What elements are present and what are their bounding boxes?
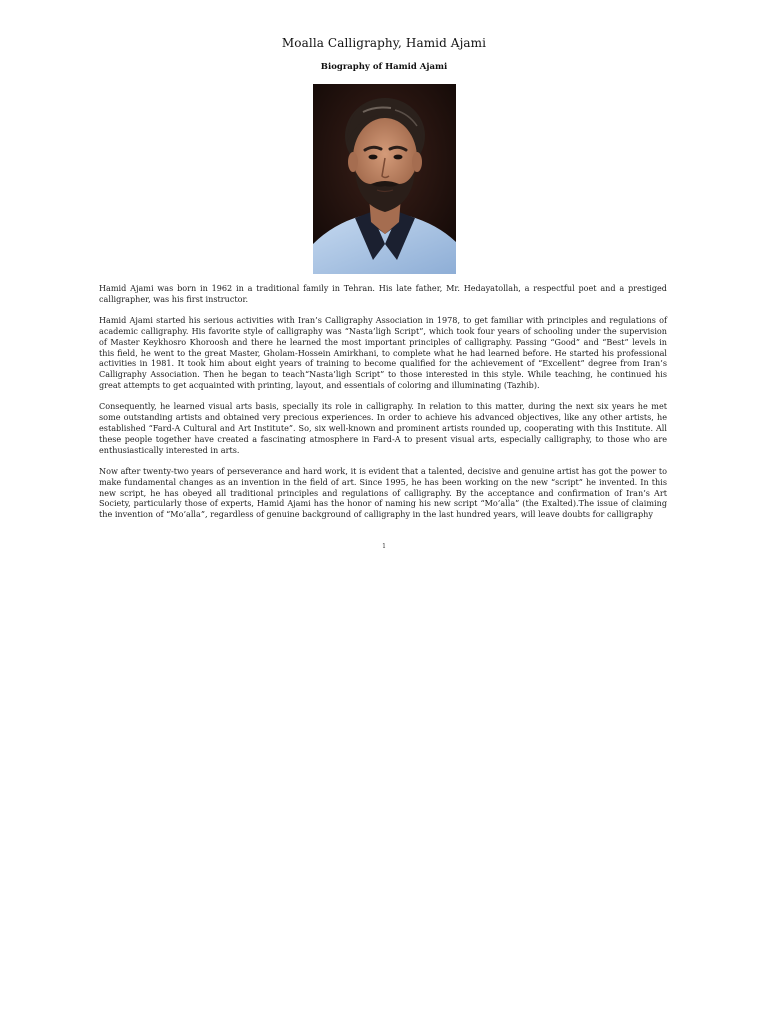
portrait-image [313, 84, 456, 274]
document-subtitle: Biography of Hamid Ajami [320, 62, 448, 72]
page-number: 1 [382, 543, 386, 550]
paragraph-early-life: Hamid Ajami was born in 1962 in a traditional family in Tehran. His late father, Mr. Hedayatollah, a respectful poet and a prestiged calligrapher, was his first instructor. [99, 283, 667, 304]
paragraph-visual-arts: Consequently, he learned visual arts basis, specially its role in calligraphy. In relation to this matter, during the next six years he met some outstanding artists and obtained very precious experiences. In order to achieve his advanced objectives, like any other artists, he established “Fard-A Cultural and Art Institute”. So, six well-known and prominent artists rounded up, cooperating with this Institute. All these people together have created a fascinating atmosphere in Fard-A to present visual arts, especially calligraphy, to those who are enthusiastically interested in arts. [99, 401, 667, 455]
document-title: Moalla Calligraphy, Hamid Ajami [281, 36, 487, 50]
paragraph-training: Hamid Ajami started his serious activities with Iran’s Calligraphy Association in 1978, to get familiar with principles and regulations of academic calligraphy. His favorite style of calligraphy was “Nasta’ligh Script”, which took four years of schooling under the supervision of Master Keykhosro Khoroosh and there he learned the most important principles of calligraphy. Passing “Good” and “Best” levels in this field, he went to the great Master, Gholam-Hossein Amirkhani, to complete what he had learned before. He started his professional activities in 1981. It took him about eight years of training to become qualified for the achievement of “Excellent” degree from Iran’s Calligraphy Association. Then he began to teach“Nasta’ligh Script” to those interested in this style. While teaching, he continued his great attempts to get acquainted with printing, layout, and essentials of coloring and illuminating (Tazhib). [99, 315, 667, 390]
paragraph-invention: Now after twenty-two years of perseverance and hard work, it is evident that a talented, decisive and genuine artist has got the power to make fundamental changes as an invention in the field of art. Since 1995, he has been working on the new “script” he invented. In this new script, he has obeyed all traditional principles and regulations of calligraphy. By the acceptance and confirmation of Iran’s Art Society, particularly those of experts, Hamid Ajami has the honor of naming his new script “Mo’alla” (the Exalted).The issue of claiming the invention of “Mo’alla”, regardless of genuine background of calligraphy in the last hundred years, will leave doubts for calligraphy [99, 465, 667, 520]
portrait-photo [313, 84, 456, 274]
biography-body [99, 283, 667, 531]
